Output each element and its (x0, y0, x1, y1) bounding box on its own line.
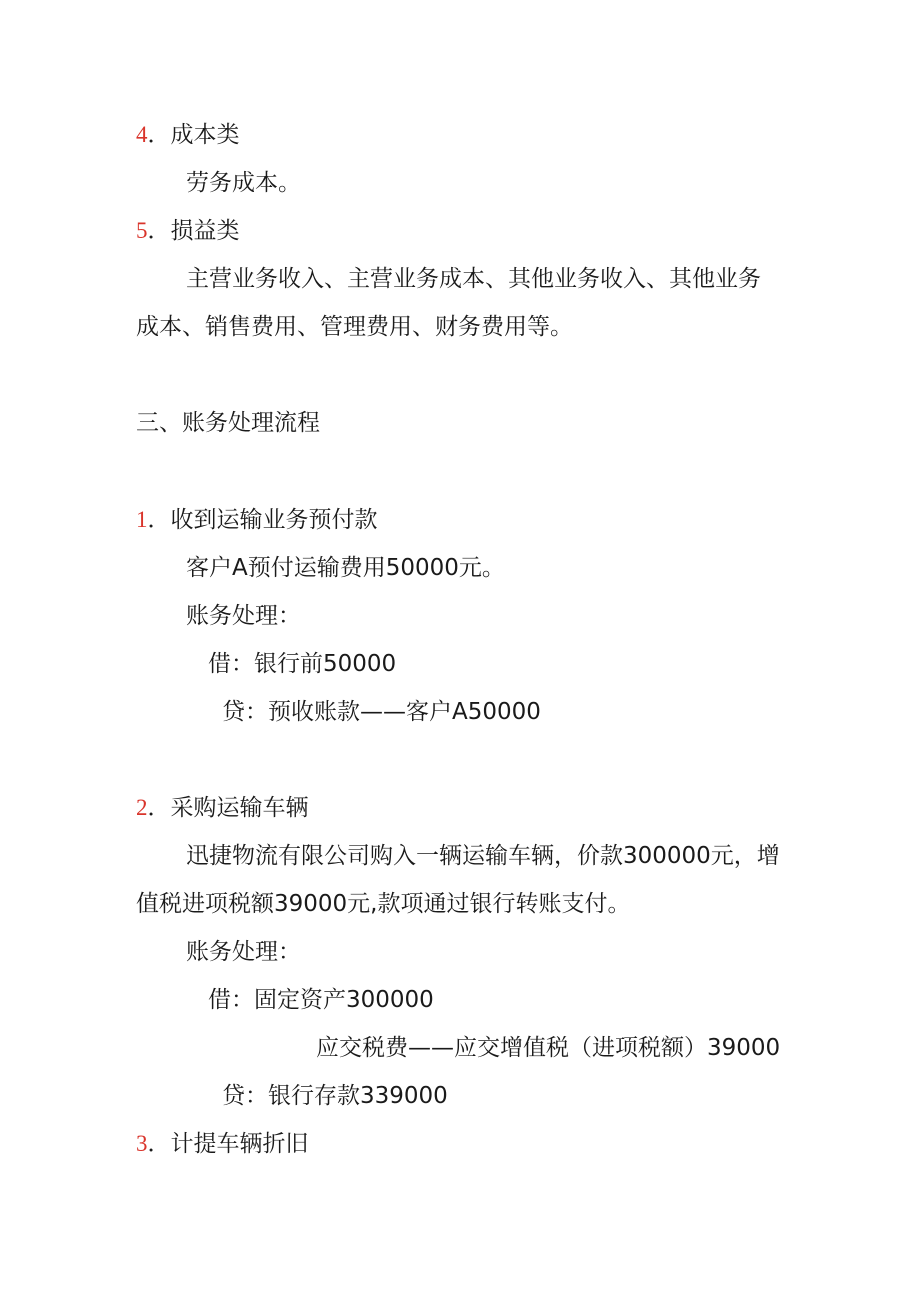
heading-number: 3 (136, 1131, 148, 1156)
heading-number: 2 (136, 795, 148, 820)
heading-text: ．损益类 (147, 218, 240, 244)
heading-text: ．采购运输车辆 (147, 795, 309, 821)
heading-text: ．计提车辆折旧 (147, 1131, 309, 1157)
entry-debit: 借：固定资产300000 (208, 987, 434, 1013)
heading-number: 1 (136, 507, 148, 532)
paragraph-vehicle-description-line2: 值税进项税额39000元,款项通过银行转账支付。 (136, 891, 631, 917)
heading-receive-prepayment (136, 505, 378, 535)
heading-text: ．成本类 (147, 122, 240, 148)
heading-cost-category (136, 120, 240, 150)
entry-debit-tax: 应交税费——应交增值税（进项税额）39000 (316, 1035, 781, 1061)
heading-purchase-vehicle (136, 793, 309, 823)
paragraph-vehicle-description-line1: 迅捷物流有限公司购入一辆运输车辆，价款300000元，增 (186, 843, 780, 869)
paragraph-prepayment-description: 客户A预付运输费用50000元。 (186, 555, 505, 581)
heading-vehicle-depreciation (136, 1129, 309, 1159)
label-accounting-treatment: 账务处理： (186, 603, 301, 629)
entry-credit: 贷：预收账款——客户A50000 (222, 699, 541, 725)
paragraph-profit-loss-items-line1: 主营业务收入、主营业务成本、其他业务收入、其他业务 (186, 266, 761, 292)
heading-profit-loss-category (136, 216, 240, 246)
paragraph-profit-loss-items-line2: 成本、销售费用、管理费用、财务费用等。 (136, 314, 573, 340)
entry-debit: 借：银行前50000 (208, 651, 397, 677)
section-title-accounting-process: 三、账务处理流程 (136, 410, 320, 436)
entry-credit: 贷：银行存款339000 (222, 1083, 448, 1109)
heading-text: ．收到运输业务预付款 (147, 507, 378, 533)
label-accounting-treatment: 账务处理： (186, 939, 301, 965)
heading-number: 5 (136, 218, 148, 243)
heading-number: 4 (136, 122, 148, 147)
paragraph-cost-items: 劳务成本。 (186, 170, 301, 196)
